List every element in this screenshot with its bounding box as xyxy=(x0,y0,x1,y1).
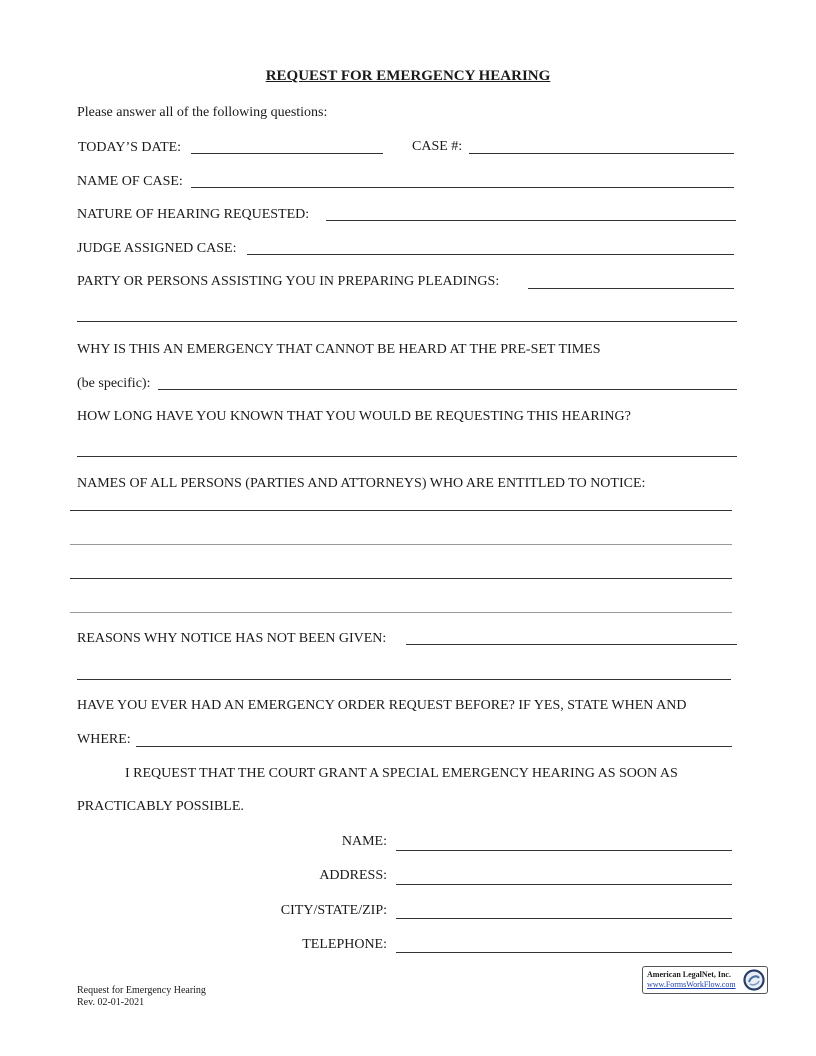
signature-address-field[interactable] xyxy=(396,884,732,885)
name-of-case-field[interactable] xyxy=(191,187,734,188)
party-assisting-field[interactable] xyxy=(528,288,734,289)
case-number-label: CASE #: xyxy=(412,139,463,154)
names-entitled-notice-field-3[interactable] xyxy=(70,578,732,579)
signature-telephone-field[interactable] xyxy=(396,952,732,953)
request-statement-line1: I REQUEST THAT THE COURT GRANT A SPECIAL EMERGENCY HEARING AS SOON AS xyxy=(125,766,678,781)
footer-doc-name: Request for Emergency Hearing xyxy=(77,985,206,996)
signature-city-state-zip-field[interactable] xyxy=(396,918,732,919)
reasons-no-notice-field-line2[interactable] xyxy=(77,679,731,680)
signature-name-label: NAME: xyxy=(341,834,387,849)
prior-emergency-label: HAVE YOU EVER HAD AN EMERGENCY ORDER REQUEST BEFORE? IF YES, STATE WHEN AND xyxy=(77,698,687,713)
where-field[interactable] xyxy=(136,746,732,747)
names-entitled-notice-field-2[interactable] xyxy=(70,544,732,545)
where-label: WHERE: xyxy=(77,732,131,747)
why-emergency-field[interactable] xyxy=(158,389,737,390)
be-specific-label: (be specific): xyxy=(77,376,151,391)
reasons-no-notice-label: REASONS WHY NOTICE HAS NOT BEEN GIVEN: xyxy=(77,631,387,646)
party-assisting-label: PARTY OR PERSONS ASSISTING YOU IN PREPARING PLEADINGS: xyxy=(77,274,500,289)
request-statement-line2: PRACTICABLY POSSIBLE. xyxy=(77,799,244,814)
name-of-case-label: NAME OF CASE: xyxy=(77,174,183,189)
logo-url-link[interactable]: www.FormsWorkFlow.com xyxy=(647,980,736,989)
footer-revision: Rev. 02-01-2021 xyxy=(77,997,145,1008)
form-title: REQUEST FOR EMERGENCY HEARING xyxy=(265,68,551,84)
signature-address-label: ADDRESS: xyxy=(319,868,387,883)
why-emergency-label: WHY IS THIS AN EMERGENCY THAT CANNOT BE HEARD AT THE PRE-SET TIMES xyxy=(77,342,601,357)
nature-of-hearing-label: NATURE OF HEARING REQUESTED: xyxy=(77,207,310,222)
names-entitled-notice-field-1[interactable] xyxy=(70,510,732,511)
signature-name-field[interactable] xyxy=(396,850,732,851)
names-entitled-notice-field-4[interactable] xyxy=(70,612,732,613)
todays-date-label: TODAY’S DATE: xyxy=(78,140,182,155)
nature-of-hearing-field[interactable] xyxy=(326,220,736,221)
how-long-known-field[interactable] xyxy=(77,456,737,457)
signature-city-state-zip-label: CITY/STATE/ZIP: xyxy=(280,903,387,918)
signature-telephone-label: TELEPHONE: xyxy=(302,937,387,952)
logo-globe-icon xyxy=(743,969,765,991)
reasons-no-notice-field[interactable] xyxy=(406,644,737,645)
how-long-known-label: HOW LONG HAVE YOU KNOWN THAT YOU WOULD BE REQUESTING THIS HEARING? xyxy=(77,409,631,424)
judge-assigned-field[interactable] xyxy=(247,254,734,255)
instructions: Please answer all of the following questions: xyxy=(77,105,328,120)
judge-assigned-label: JUDGE ASSIGNED CASE: xyxy=(77,241,237,256)
party-assisting-field-line2[interactable] xyxy=(77,321,737,322)
case-number-field[interactable] xyxy=(469,153,734,154)
todays-date-field[interactable] xyxy=(191,153,383,154)
logo-company-name: American LegalNet, Inc. xyxy=(647,970,731,979)
american-legalnet-logo[interactable] xyxy=(642,966,768,994)
names-entitled-notice-label: NAMES OF ALL PERSONS (PARTIES AND ATTORNEYS) WHO ARE ENTITLED TO NOTICE: xyxy=(77,476,646,491)
